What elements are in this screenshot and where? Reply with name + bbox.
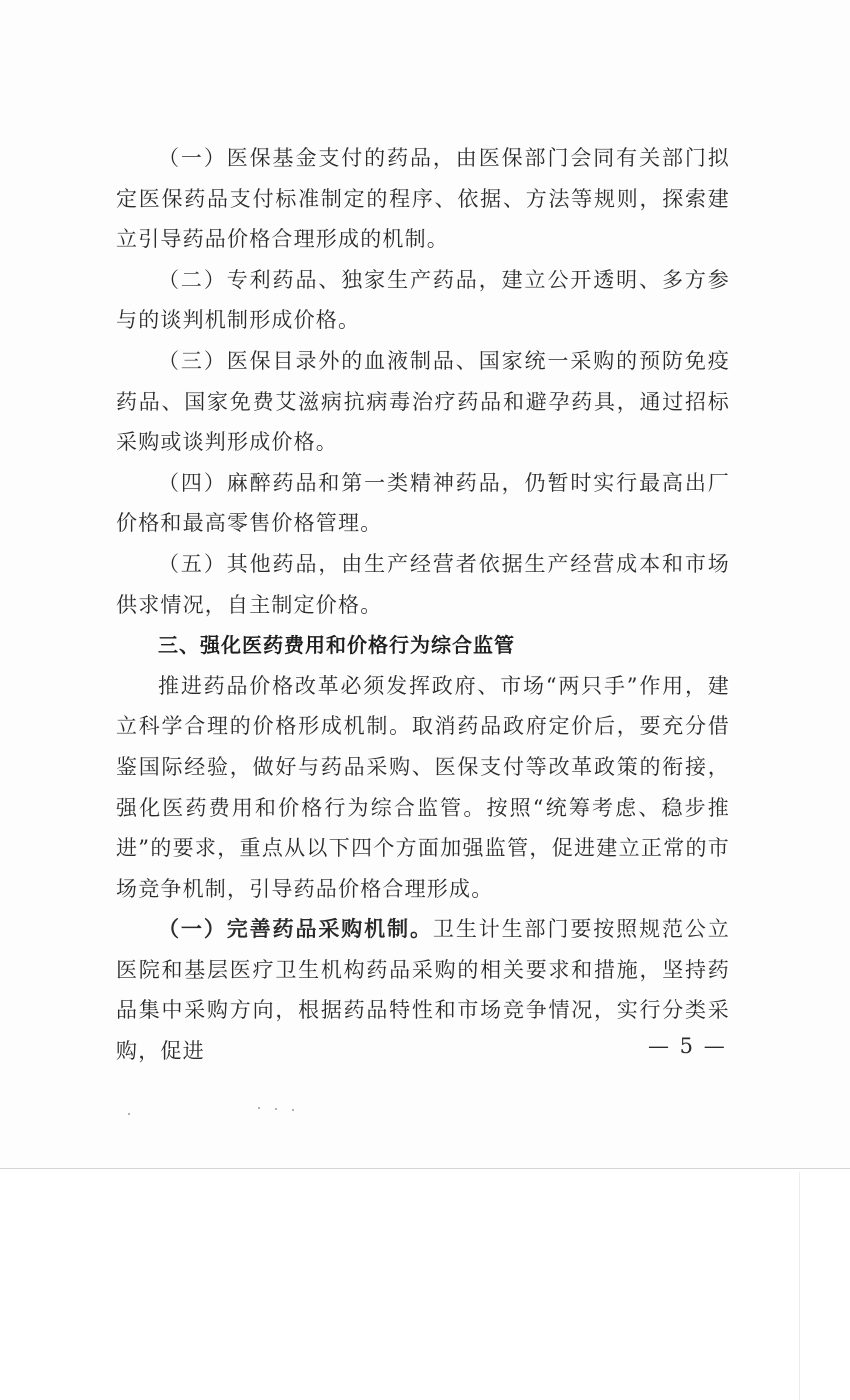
scan-speck	[128, 1113, 130, 1115]
scan-speck	[275, 1108, 277, 1110]
document-body	[116, 138, 730, 1072]
paragraph-item-2: （二）专利药品、独家生产药品，建立公开透明、多方参与的谈判机制形成价格。	[116, 267, 730, 333]
page-number: — 5 —	[648, 1034, 727, 1058]
scan-speck	[258, 1107, 260, 1109]
subsection-lead: （一）完善药品采购机制。	[158, 916, 433, 942]
section-paragraph: 推进药品价格改革必须发挥政府、市场“两只手”作用，建立科学合理的价格形成机制。取消药品政府定价后，要充分借鉴国际经验，做好与药品采购、医保支付等改革政策的衔接，强化医药费用和价格行为综合监管。按照“统筹考虑、稳步推进”的要求，重点从以下四个方面加强监管，促进建立正常的市场竞争机制，引导药品价格合理形成。	[116, 673, 730, 901]
subsection-paragraph	[116, 909, 730, 1071]
scan-speck	[292, 1109, 294, 1111]
page-edge-line	[799, 1172, 800, 1400]
section-heading: 三、强化医药费用和价格行为综合监管	[158, 633, 515, 658]
subsection-text: 卫生计生部门要按照规范公立医院和基层医疗卫生机构药品采购的相关要求和措施，坚持药品集中采购方向，根据药品特性和市场竞争情况，实行分类采购，促进	[116, 917, 730, 1064]
paragraph-item-3: （三）医保目录外的血液制品、国家统一采购的预防免疫药品、国家免费艾滋病抗病毒治疗药品和避孕药具，通过招标采购或谈判形成价格。	[116, 348, 730, 455]
paragraph-item-5: （五）其他药品，由生产经营者依据生产经营成本和市场供求情况，自主制定价格。	[116, 551, 730, 617]
paragraph-item-4: （四）麻醉药品和第一类精神药品，仍暂时实行最高出厂价格和最高零售价格管理。	[116, 470, 730, 536]
paragraph-item-1: （一）医保基金支付的药品，由医保部门会同有关部门拟定医保药品支付标准制定的程序、依据、方法等规则，探索建立引导药品价格合理形成的机制。	[116, 146, 730, 252]
